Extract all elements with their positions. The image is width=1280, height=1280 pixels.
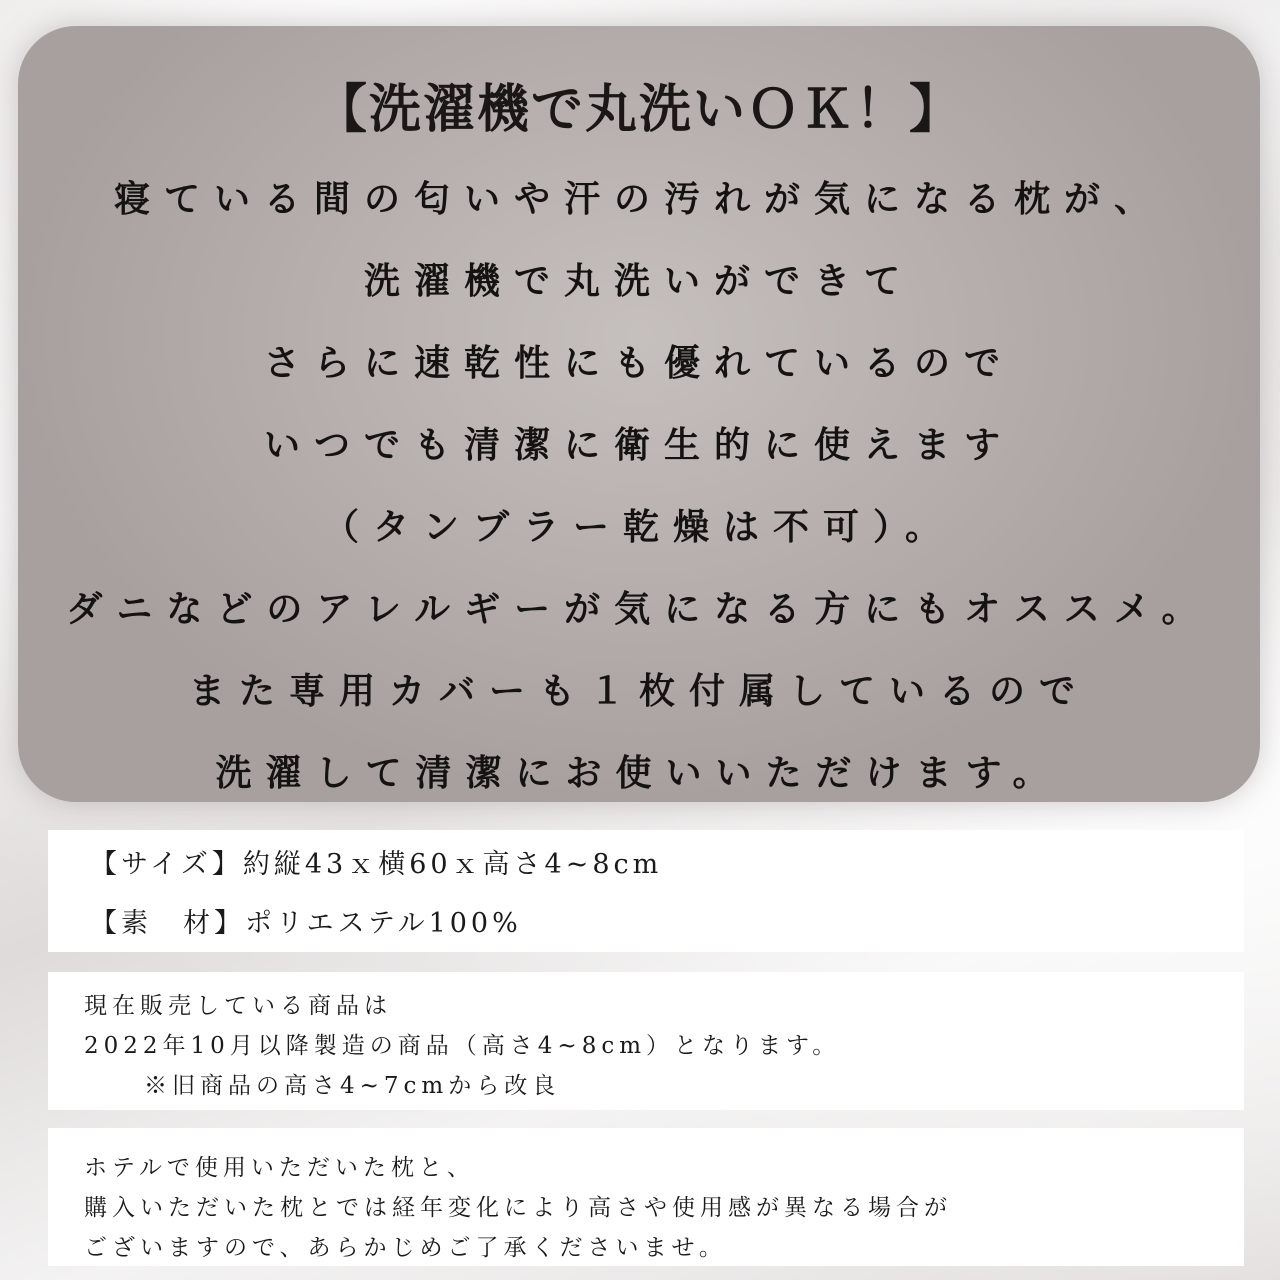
hero-line: ダニなどのアレルギーが気になる方にもオススメ。 — [66, 588, 1212, 630]
material-value: ポリエステル100% — [245, 908, 522, 939]
size-value: 約縦43ｘ横60ｘ高さ4~8cm — [242, 849, 663, 880]
note-line: 購入いただいた枕とでは経年変化により高さや使用感が異なる場合が — [84, 1195, 952, 1221]
size-spec-row — [90, 846, 1244, 905]
hero-line: さらに速乾性にも優れているので — [263, 342, 1014, 384]
hero-line: 寝ている間の匂いや汗の汚れが気になる枕が、 — [113, 178, 1164, 220]
note-line: ホテルで使用いただいた枕と、 — [84, 1155, 475, 1181]
hero-line: また専用カバーも１枚付属しているので — [188, 670, 1089, 712]
hero-panel — [18, 26, 1260, 802]
note-line: ※旧商品の高さ4~7cmから改良 — [144, 1073, 561, 1099]
hero-line: 洗濯機で丸洗いができて — [363, 260, 914, 302]
spec-box — [48, 830, 1244, 952]
hero-description — [18, 176, 1260, 832]
hero-line: 洗濯して清潔にお使いいただけます。 — [215, 752, 1063, 794]
note-line: 現在販売している商品は — [84, 993, 392, 1019]
hero-title: 【洗濯機で丸洗いＯＫ！】 — [314, 79, 963, 140]
note-line: ございますので、あらかじめご了承くださいませ。 — [84, 1235, 727, 1261]
size-label: 【サイズ】 — [90, 849, 243, 880]
note-line: 2022年10月以降製造の商品（高さ4~8cm）となります。 — [84, 1033, 841, 1059]
hero-line: （タンブラー乾燥は不可）。 — [322, 506, 955, 548]
hotel-note-box — [48, 1128, 1244, 1266]
production-note-box — [48, 972, 1244, 1110]
material-spec-row — [90, 905, 1244, 964]
hero-line: いつでも清潔に衛生的に使えます — [263, 424, 1014, 466]
material-label: 【素 材】 — [90, 908, 245, 939]
